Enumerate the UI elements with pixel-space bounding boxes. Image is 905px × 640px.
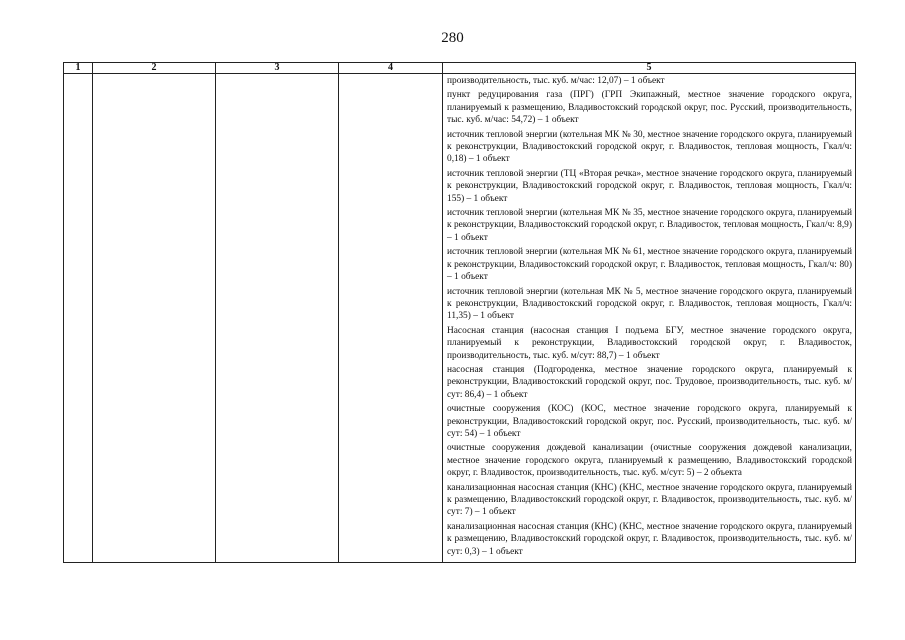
- list-item: канализационная насосная станция (КНС) (КНС, местное значение городского округа, планируемый к размещению, Владивостокский городской округ, г. Владивосток, производительность, тыс. куб. м/сут: 0,3) – 1 объект: [447, 521, 852, 557]
- list-item: Насосная станция (насосная станция I подъема БГУ, местное значение городского округа, планируемый к реконструкции, Владивостокский городской округ, г. Владивосток, производительность, тыс. куб. м/сут: 88,7) – 1 объект: [447, 325, 852, 361]
- column-header-5: 5: [443, 63, 856, 74]
- list-item: источник тепловой энергии (котельная МК № 61, местное значение городского округа, планируемый к реконструкции, Владивостокский городской округ, г. Владивосток, тепловая мощность, Гкал/ч: 80) – 1 объект: [447, 247, 852, 283]
- cell-col-2: [93, 74, 216, 563]
- list-item: очистные сооружения дождевой канализации (очистные сооружения дождевой канализации, местное значение городского округа, планируемый к размещению, Владивостокский городской округ, г. Владивосток, производительность, тыс. куб. м/сут: 5) – 2 объекта: [447, 443, 852, 479]
- list-item: источник тепловой энергии (котельная МК № 35, местное значение городского округа, планируемый к реконструкции, Владивостокский городской округ, г. Владивосток, тепловая мощность, Гкал/ч: 8,9) – 1 объект: [447, 208, 852, 243]
- cell-col-1: [64, 74, 93, 563]
- cell-col-3: [216, 74, 339, 563]
- list-item: источник тепловой энергии (ТЦ «Вторая речка», местное значение городского округа, планируемый к реконструкции, Владивостокский городской округ, г. Владивосток, тепловая мощность, Гкал/ч: 155) – 1 объект: [447, 168, 852, 204]
- document-table: [63, 62, 856, 563]
- column-header-2: 2: [93, 63, 216, 74]
- list-item: пункт редуцирования газа (ПРГ) (ГРП Экипажный, местное значение городского округа, планируемый к размещению, Владивостокский городской округ, пос. Русский, производительность, тыс. куб. м/час: 54,72) – 1 объект: [447, 90, 852, 126]
- list-item: источник тепловой энергии (котельная МК № 5, местное значение городского округа, планируемый к реконструкции, Владивостокский городской округ, г. Владивосток, тепловая мощность, Гкал/ч: 11,35) – 1 объект: [447, 286, 852, 322]
- cell-col-5: [443, 74, 856, 563]
- list-item: насосная станция (Подгороденка, местное значение городского округа, планируемый к реконструкции, Владивостокский городской округ, пос. Трудовое, производительность, тыс. куб. м/сут: 86,4) – 1 объект: [447, 364, 852, 400]
- table-row: [64, 74, 856, 563]
- list-item: производительность, тыс. куб. м/час: 12,07) – 1 объект: [447, 76, 665, 86]
- list-item: канализационная насосная станция (КНС) (КНС, местное значение городского округа, планируемый к размещению, Владивостокский городской округ, г. Владивосток, производительность, тыс. куб. м/сут: 7) – 1 объект: [447, 482, 852, 518]
- list-item: источник тепловой энергии (котельная МК № 30, местное значение городского округа, планируемый к реконструкции, Владивостокский городской округ, г. Владивосток, тепловая мощность, Гкал/ч: 0,18) – 1 объект: [447, 129, 852, 165]
- column-header-3: 3: [216, 63, 339, 74]
- list-item: очистные сооружения (КОС) (КОС, местное значение городского округа, планируемый к реконструкции, Владивостокский городской округ, пос. Русский, производительность, тыс. куб. м/сут: 54) – 1 объект: [447, 404, 852, 439]
- page-number: 280: [441, 30, 464, 46]
- cell-col-4: [339, 74, 443, 563]
- column-header-1: 1: [64, 63, 93, 74]
- column-header-4: 4: [339, 63, 443, 74]
- table-header-row: [64, 63, 856, 74]
